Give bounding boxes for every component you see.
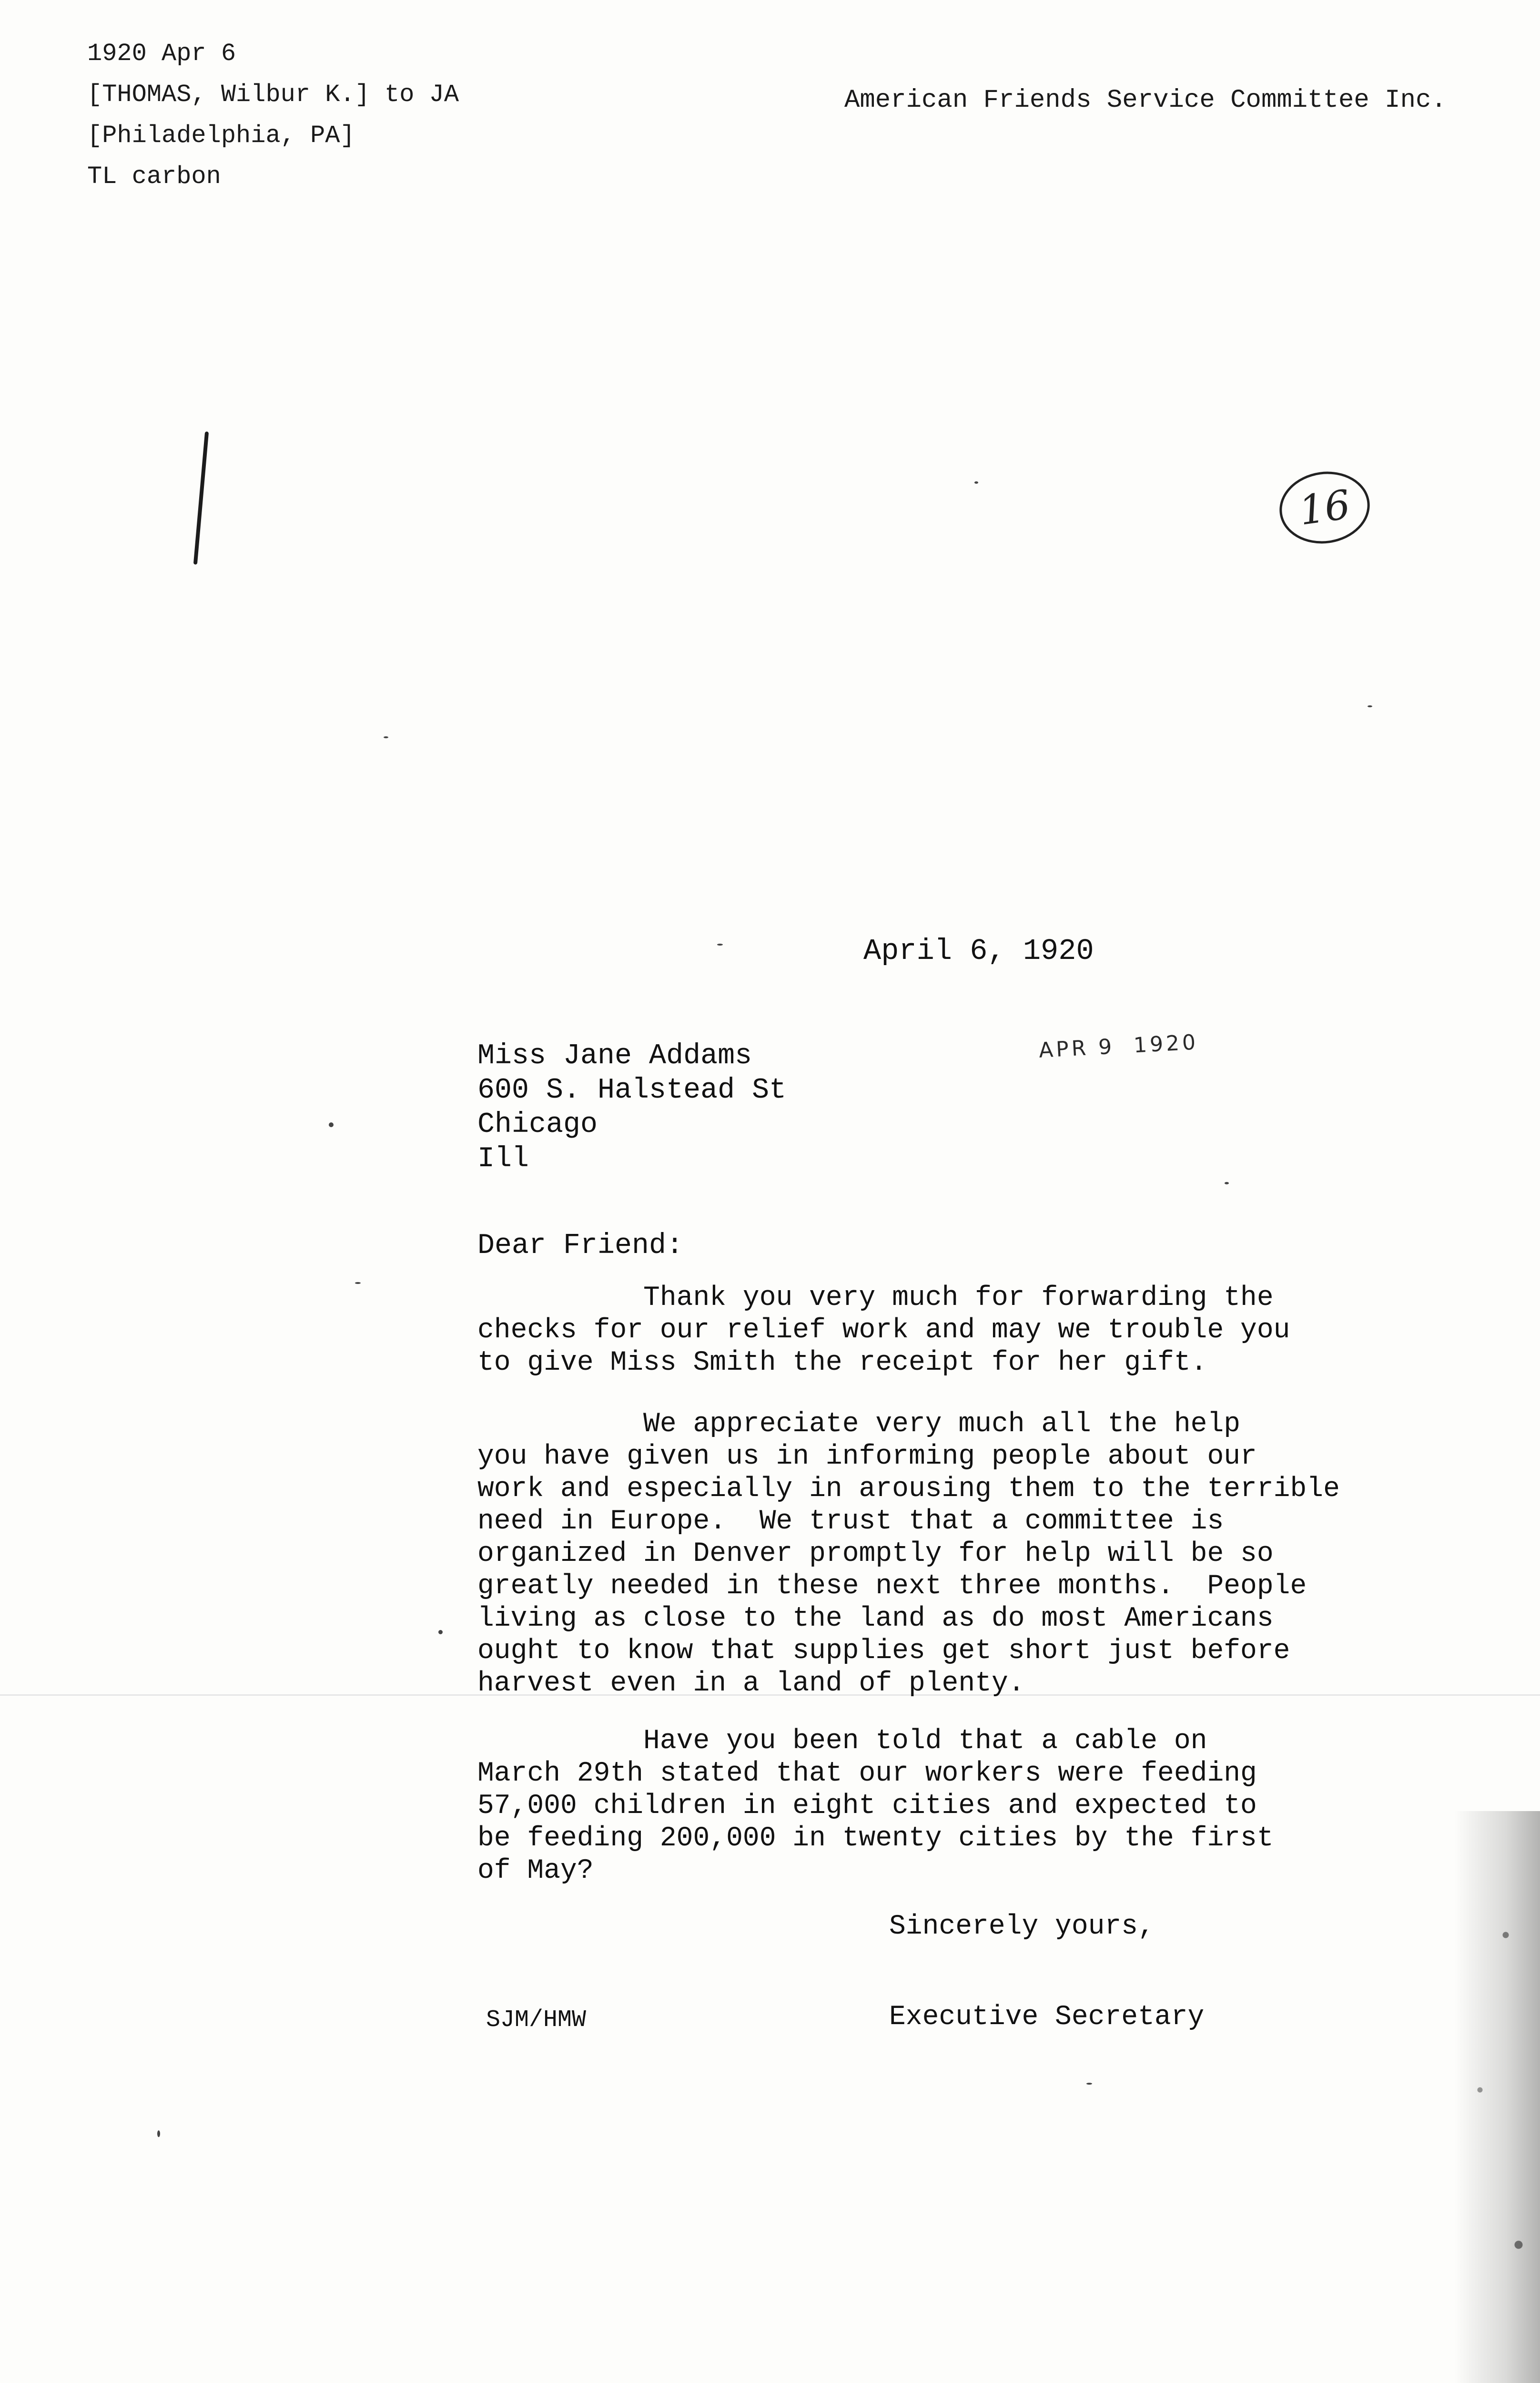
paragraph-line: work and especially in arousing them to the terrible — [477, 1474, 1340, 1505]
recipient-street: 600 S. Halstead St — [477, 1074, 787, 1107]
scan-speck — [1086, 2083, 1092, 2085]
scan-speck — [329, 1122, 334, 1127]
paragraph-line: Have you been told that a cable on — [477, 1726, 1207, 1757]
scan-speck — [384, 736, 388, 738]
paragraph-line: organized in Denver promptly for help will be so — [477, 1538, 1274, 1569]
paragraph-line: need in Europe. We trust that a committee is — [477, 1506, 1224, 1537]
paragraph-line: living as close to the land as do most Americans — [477, 1603, 1274, 1634]
letter-date: April 6, 1920 — [863, 934, 1094, 968]
scan-speck — [717, 944, 723, 946]
paragraph-line: ought to know that supplies get short just before — [477, 1636, 1290, 1667]
recipient-name: Miss Jane Addams — [477, 1040, 752, 1072]
handwritten-margin-mark — [193, 431, 209, 565]
paragraph-line: 57,000 children in eight cities and expected to — [477, 1791, 1257, 1822]
paragraph-line: Thank you very much for forwarding the — [477, 1283, 1274, 1314]
scan-edge-noise — [1454, 1811, 1540, 2383]
signer-title: Executive Secretary — [889, 2002, 1205, 2033]
archive-date: 1920 Apr 6 — [87, 40, 236, 68]
paragraph-line: you have given us in informing people about our — [477, 1441, 1257, 1472]
scan-speck — [157, 2130, 160, 2137]
scan-speck — [355, 1282, 361, 1284]
scan-speck — [974, 481, 978, 484]
paragraph-3 — [477, 1725, 1383, 1887]
paragraph-line: harvest even in a land of plenty. — [477, 1668, 1025, 1699]
recipient-address — [477, 1039, 786, 1176]
recipient-city: Chicago — [477, 1109, 598, 1141]
salutation: Dear Friend: — [477, 1230, 684, 1262]
paragraph-2 — [477, 1408, 1383, 1700]
typist-initials: SJM/HMW — [486, 2006, 587, 2034]
paragraph-1 — [477, 1282, 1383, 1379]
complimentary-closing: Sincerely yours, — [889, 1911, 1155, 1942]
recipient-state: Ill — [477, 1143, 529, 1175]
archive-document-type: TL carbon — [87, 163, 221, 191]
paragraph-line: of May? — [477, 1855, 594, 1886]
archive-correspondents: [THOMAS, Wilbur K.] to JA — [87, 81, 459, 109]
paragraph-line: We appreciate very much all the help — [477, 1409, 1241, 1440]
archive-note — [87, 33, 459, 197]
paragraph-line: greatly needed in these next three months. People — [477, 1571, 1307, 1602]
scan-speck — [438, 1630, 443, 1634]
circled-folder-number: 16 — [1275, 466, 1374, 550]
received-date-stamp: APR 9 1920 — [1038, 1030, 1199, 1063]
organization-header: American Friends Service Committee Inc. — [844, 86, 1447, 115]
archive-place: [Philadelphia, PA] — [87, 122, 355, 150]
paragraph-line: to give Miss Smith the receipt for her gift. — [477, 1347, 1207, 1378]
scan-speck — [1225, 1182, 1229, 1184]
paragraph-line: March 29th stated that our workers were feeding — [477, 1758, 1257, 1789]
scan-speck — [1368, 705, 1372, 707]
paragraph-line: be feeding 200,000 in twenty cities by the first — [477, 1823, 1274, 1854]
paragraph-line: checks for our relief work and may we trouble you — [477, 1315, 1290, 1346]
